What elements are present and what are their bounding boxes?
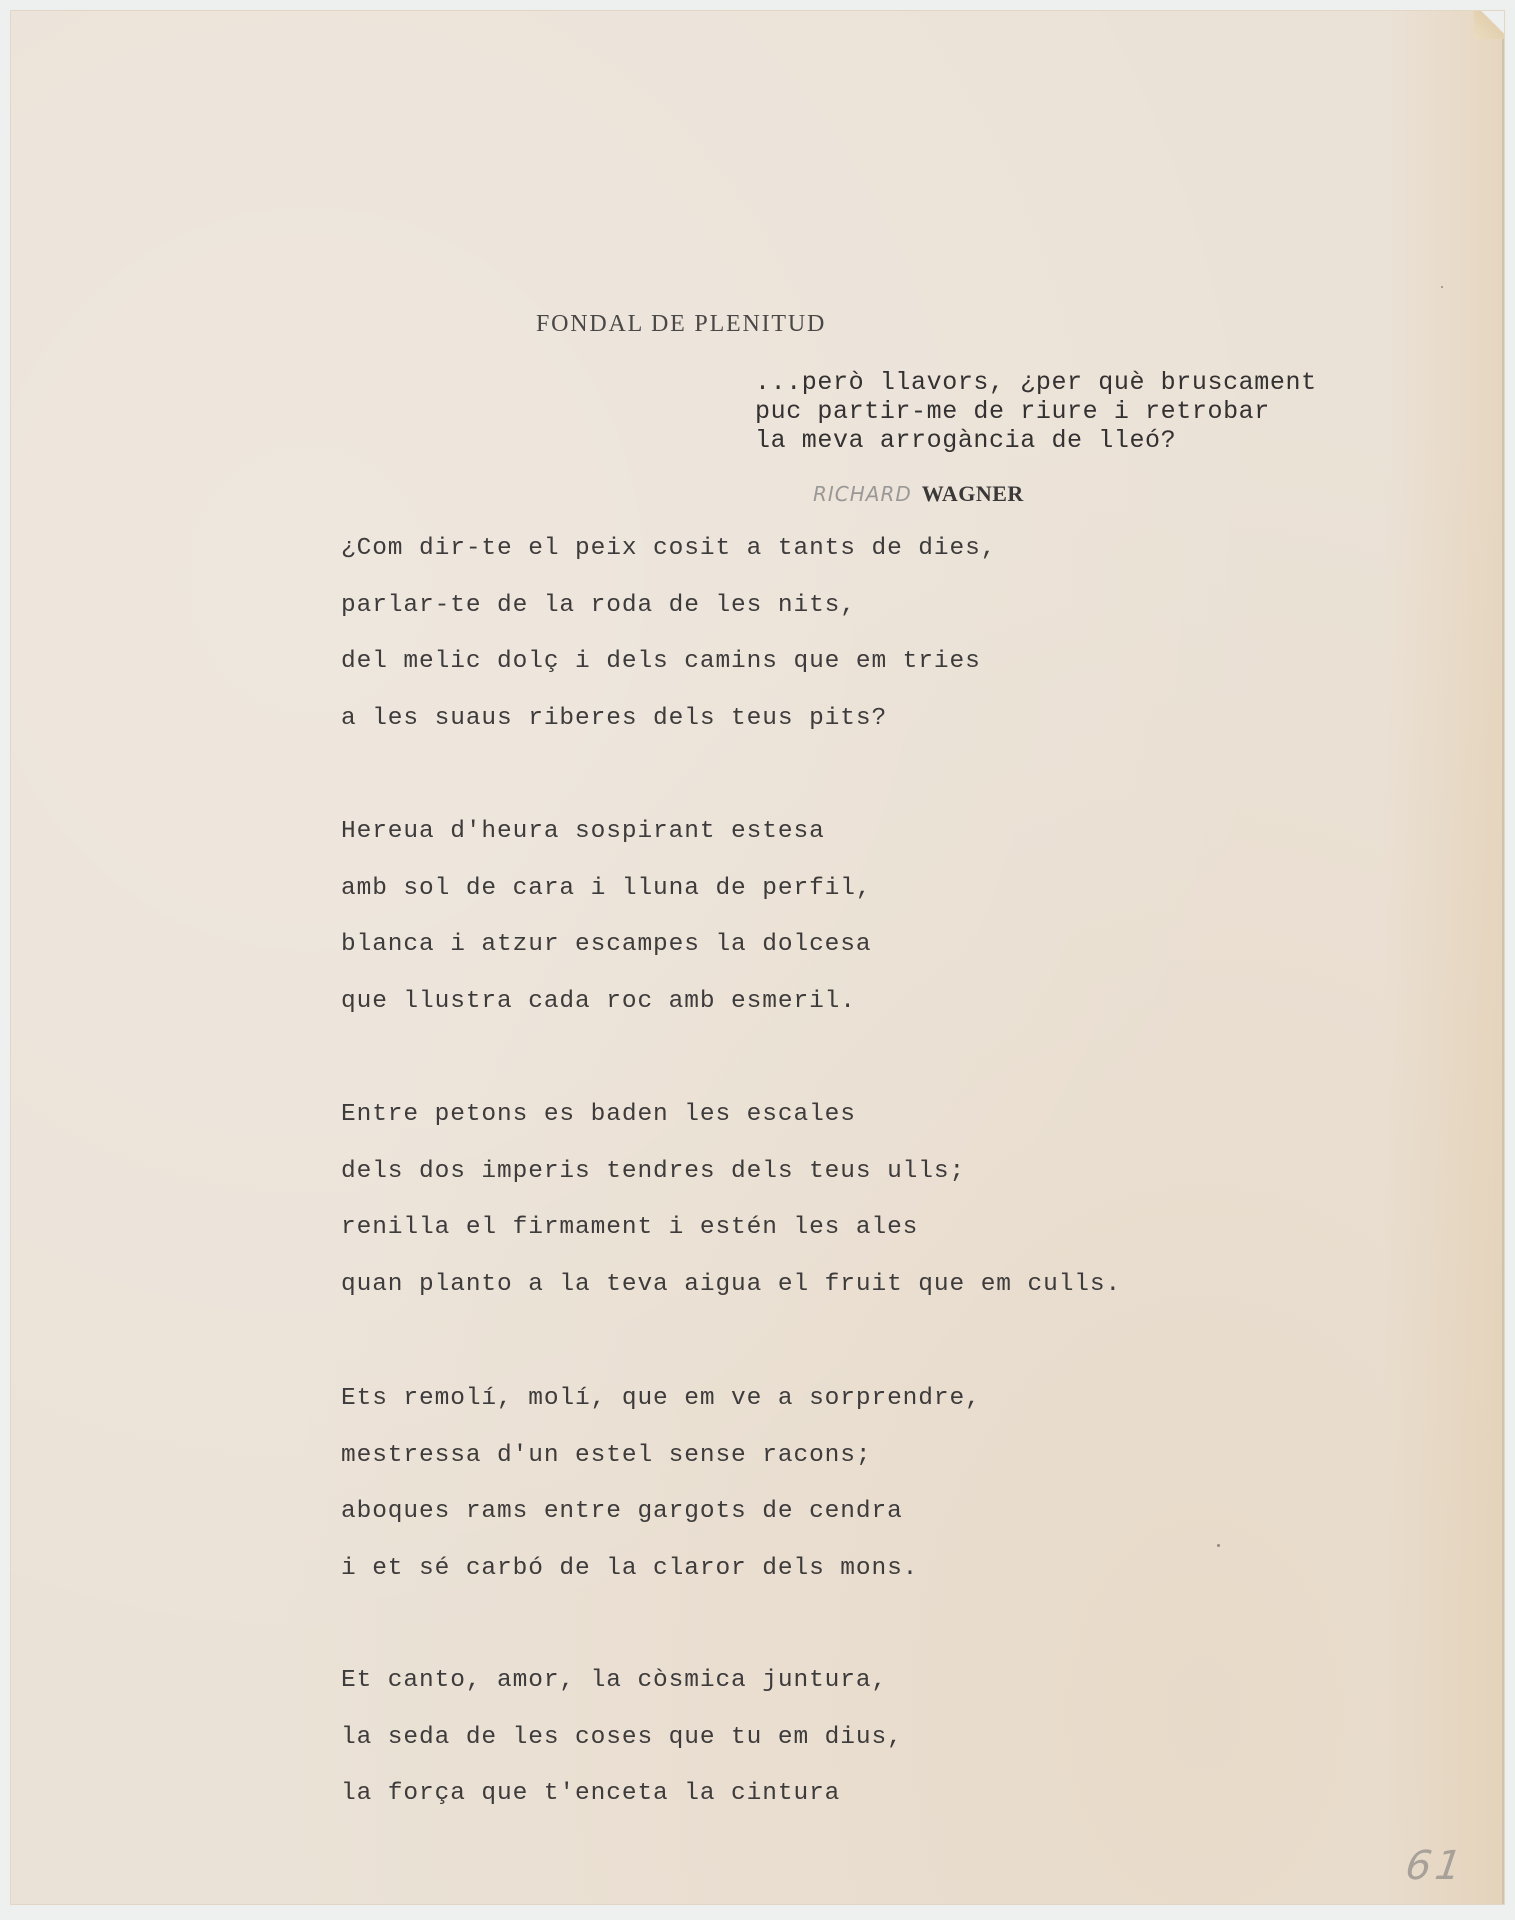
- stanza-4: [341, 1371, 981, 1597]
- folded-corner: [1474, 11, 1504, 39]
- stanza-3: [341, 1087, 1121, 1313]
- verse-line: aboques rams entre gargots de cendra: [341, 1498, 903, 1525]
- verse-line: i et sé carbó de la claror dels mons.: [341, 1554, 919, 1582]
- verse-line: renilla el firmament i estén les ales: [341, 1214, 919, 1241]
- verse-line: Hereua d'heura sospirant estesa: [341, 818, 825, 845]
- verse-line: parlar-te de la roda de les nits,: [341, 591, 856, 619]
- handwritten-page-number: 61: [1402, 1843, 1469, 1889]
- verse-line: Ets remolí, molí, que em ve a sorprendre,: [341, 1385, 981, 1412]
- verse-line: amb sol de cara i lluna de perfil,: [341, 874, 872, 902]
- epigraph-line: la meva arrogància de lleó?: [755, 426, 1177, 455]
- verse-line: mestressa d'un estel sense racons;: [341, 1441, 872, 1469]
- verse-line: que llustra cada roc amb esmeril.: [341, 987, 856, 1015]
- epigraph-attribution: [813, 481, 1024, 508]
- handwritten-author-firstname: RICHARD: [813, 482, 912, 506]
- verse-line: Et canto, amor, la còsmica juntura,: [341, 1667, 888, 1694]
- epigraph-line: puc partir-me de riure i retrobar: [755, 397, 1270, 426]
- verse-line: del melic dolç i dels camins que em tries: [341, 648, 981, 675]
- verse-line: la força que t'enceta la cintura: [341, 1780, 841, 1807]
- stanza-1: [341, 521, 996, 747]
- typewritten-page: [11, 11, 1504, 1904]
- stanza-5: [341, 1653, 903, 1823]
- verse-line: ¿Com dir-te el peix cosit a tants de dies,: [341, 535, 997, 562]
- verse-line: dels dos imperis tendres dels teus ulls;: [341, 1157, 966, 1185]
- verse-line: blanca i atzur escampes la dolcesa: [341, 931, 872, 958]
- verse-line: la seda de les coses que tu em dius,: [341, 1723, 903, 1751]
- poem-title: FONDAL DE PLENITUD: [536, 311, 827, 337]
- epigraph: [755, 368, 1317, 455]
- verse-line: a les suaus riberes dels teus pits?: [341, 704, 888, 732]
- verse-line: quan planto a la teva aigua el fruit que em culls.: [341, 1270, 1122, 1298]
- stanza-2: [341, 804, 871, 1030]
- paper-speck: [1441, 286, 1443, 288]
- verse-line: Entre petons es baden les escales: [341, 1101, 856, 1128]
- typed-author-surname: WAGNER: [921, 481, 1024, 506]
- paper-speck: [1217, 1544, 1220, 1547]
- epigraph-line: ...però llavors, ¿per què bruscament: [755, 368, 1317, 397]
